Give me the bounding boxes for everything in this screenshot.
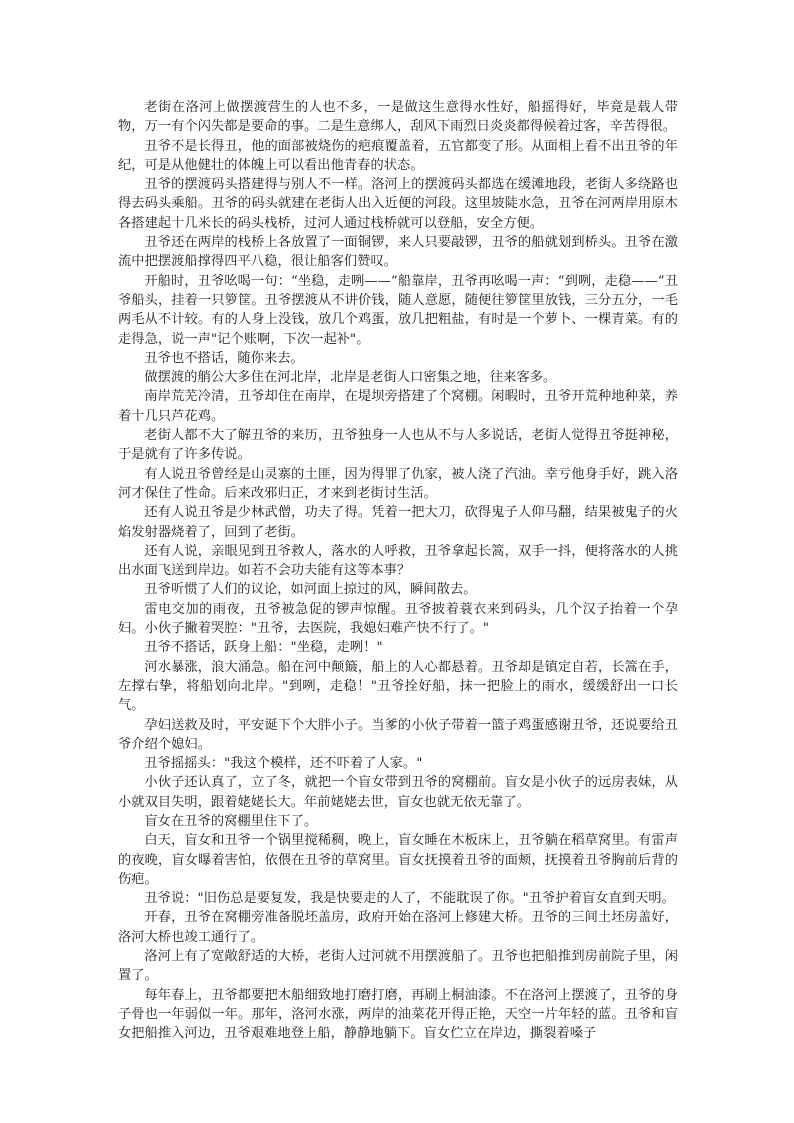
paragraph: 洛河上有了宽敞舒适的大桥，老街人过河就不用摆渡船了。丑爷也把船推到房前院子里，闲置了。 <box>118 949 678 984</box>
document-body <box>118 98 678 1044</box>
paragraph: 每年春上，丑爷都要把木船细致地打磨打磨，再刷上桐油漆。不在洛河上摆渡了，丑爷的身子骨也一年弱似一年。那年，洛河水涨，两岸的油菜花开得正艳，天空一片年轻的蓝。丑爷和盲女把船推入河边，丑爷艰难地登上船，静静地躺下。盲女伫立在岸边，撕裂着嗓子 <box>118 987 678 1042</box>
paragraph: 老街人都不大了解丑爷的来历，丑爷独身一人也从不与人多说话，老街人觉得丑爷挺神秘，于是就有了许多传说。 <box>118 428 678 463</box>
paragraph: 做摆渡的艄公大多住在河北岸，北岸是老街人口密集之地，往来客多。 <box>144 370 557 386</box>
paragraph: 小伙子还认真了，立了冬，就把一个盲女带到丑爷的窝棚前。盲女是小伙子的远房表妹，从小就双目失明，跟着姥姥长大。年前姥姥去世，盲女也就无依无靠了。 <box>118 775 678 810</box>
paragraph: 雷电交加的雨夜，丑爷被急促的锣声惊醒。丑爷披着蓑衣来到码头，几个汉子抬着一个孕妇。小伙子撇着哭腔："丑爷，去医院，我媳妇难产快不行了。" <box>118 601 678 637</box>
paragraph: 丑爷听惯了人们的议论，如河面上掠过的风，瞬间散去。 <box>144 582 477 598</box>
paragraph: 河水暴涨，浪大涌急。船在河中颠簸，船上的人心都悬着。丑爷却是镇定自若，长篙在手，左撑右挚，将船划向北岸。"到咧，走稳！"丑爷拴好船，抹一把脸上的雨水，缓缓舒出一口长气。 <box>118 659 678 714</box>
paragraph: 盲女在丑爷的窝棚里住下了。 <box>144 813 318 829</box>
paragraph: 南岸荒芜冷清，丑爷却住在南岸，在堤坝旁搭建了个窝棚。闲暇时，丑爷开荒种地种菜，养着十几只芦花鸡。 <box>118 389 678 424</box>
paragraph: 丑爷不搭话，跃身上船："坐稳，走咧！" <box>144 640 383 656</box>
paragraph: 丑爷不是长得丑，他的面部被烧伤的疤痕覆盖着，五官都变了形。从面相上看不出丑爷的年纪，可是从他健壮的体魄上可以看出他青春的状态。 <box>118 138 678 173</box>
paragraph: 丑爷也不搭话，随你来去。 <box>144 350 304 366</box>
paragraph: 丑爷的摆渡码头搭建得与别人不一样。洛河上的摆渡码头都选在缓滩地段，老街人多绕路也得去码头乘船。丑爷的码头就建在老街人出入近便的河段。这里坡陡水急，丑爷在河两岸用原木各搭建起十几米长的码头栈桥，过河人通过栈桥就可以登船，安全方便。 <box>118 177 678 231</box>
paragraph: 有人说丑爷曾经是山灵寨的土匪，因为得罪了仇家，被人浇了汽油。幸亏他身手好，跳入洛河才保住了性命。后来改邪归正，才来到老街讨生活。 <box>118 466 678 501</box>
paragraph: 老街在洛河上做摆渡营生的人也不多，一是做这生意得水性好，船摇得好，毕竟是载人带物，万一有个闪失都是要命的事。二是生意绑人，刮风下雨烈日炎炎都得候着过客，辛苦得很。 <box>118 100 678 135</box>
paragraph: 还有人说丑爷是少林武僧，功夫了得。凭着一把大刀，砍得鬼子人仰马翻，结果被鬼子的火焰发射器烧着了，回到了老街。 <box>118 505 678 540</box>
paragraph: 丑爷摇摇头："我这个模样，还不吓着了人家。" <box>144 756 423 772</box>
paragraph: 白天，盲女和丑爷一个锅里搅稀稠，晚上，盲女睡在木板床上，丑爷躺在稻草窝里。有雷声的夜晚，盲女曝着害怕，依偎在丑爷的草窝里。盲女抚摸着丑爷的面颊，抚摸着丑爷胸前后背的伤疤。 <box>118 833 678 887</box>
paragraph: 孕妇送救及时，平安诞下个大胖小子。当爹的小伙子带着一篮子鸡蛋感谢丑爷，还说要给丑爷介绍个媳妇。 <box>118 717 678 752</box>
paragraph: 丑爷说："旧伤总是要复发，我是快要走的人了，不能耽误了你。"丑爷护着盲女直到天明。 <box>144 891 675 907</box>
paragraph: 开春，丑爷在窝棚旁准备脱坯盖房，政府开始在洛河上修建大桥。丑爷的三间土坯房盖好，洛河大桥也竣工通行了。 <box>118 910 678 945</box>
paragraph: 开船时，丑爷吆喝一句：“坐稳，走咧——”船靠岸，丑爷再吆喝一声：“到咧，走稳——”丑爷船头，挂着一只箩筐。丑爷摆渡从不讲价钱，随人意愿，随便往箩筐里放钱，三分五分，一毛两毛从不计较。有的人身上没钱，放几个鸡蛋，放几把粗盐，有时是一个萝卜、一棵青菜。有的走得急，说一声"记个账啊，下次一起补"。 <box>118 273 678 347</box>
paragraph: 丑爷还在两岸的栈桥上各放置了一面铜锣，来人只要敲锣，丑爷的船就划到桥头。丑爷在激流中把摆渡船撑得四平八稳，很让船客们赞叹。 <box>118 235 678 270</box>
paragraph: 还有人说，亲眼见到丑爷救人，落水的人呼救，丑爷拿起长篙，双手一抖，便将落水的人挑出水面飞送到岸边。如若不会功夫能有这等本事？ <box>118 543 678 579</box>
